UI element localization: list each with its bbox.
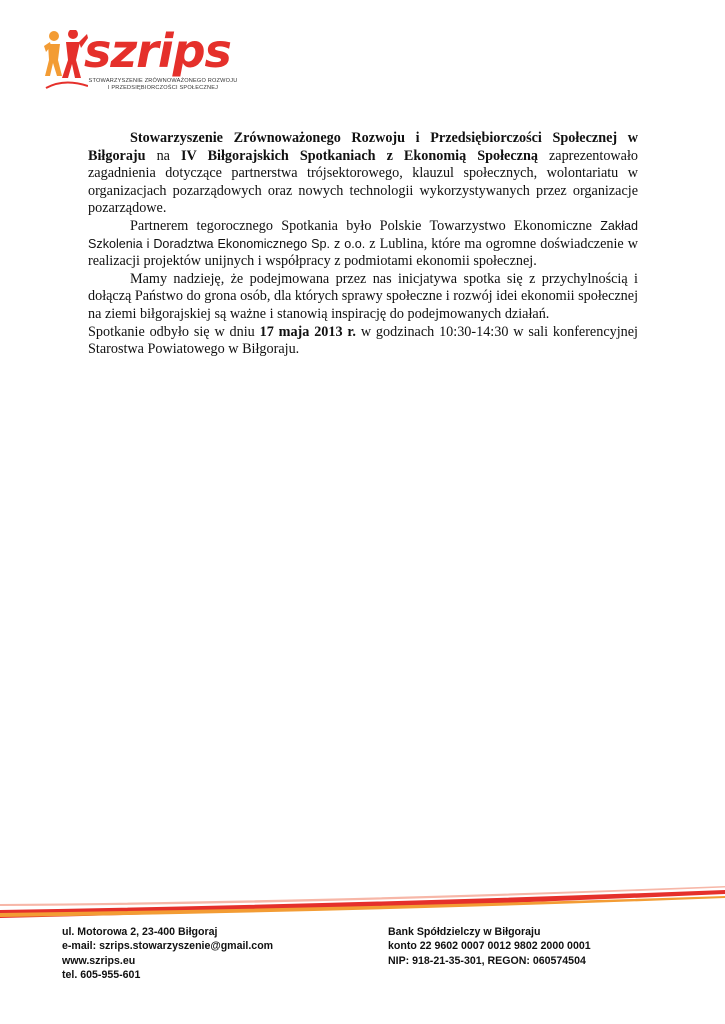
- logo-subtitle-line2: I PRZEDSIĘBIORCZOŚCI SPOŁECZNEJ: [107, 85, 219, 91]
- footer-nip-regon: NIP: 918-21-35-301, REGON: 060574504: [388, 954, 586, 967]
- footer-bank: [388, 925, 591, 968]
- paragraph-3: Mamy nadzieję, że podejmowana przez nas inicjatywa spotka się z przychylnością i dołączą Państwo do grona osób, dla których sprawy społeczne i rozwój idei ekonomii społecznej na ziemi biłgorajskiej są ważne i stanowią inspirację do podejmowanych działań.: [88, 270, 639, 322]
- event-date: 17 maja 2013 r.: [259, 323, 356, 340]
- partner-company-name: Zakład Szkolenia i Doradztwa Ekonomicznego Sp. z o.o.: [88, 218, 638, 251]
- footer-email: e-mail: szrips.stowarzyszenie@gmail.com: [62, 940, 274, 953]
- people-figures-icon: [44, 30, 88, 90]
- footer-account: konto 22 9602 0007 0012 9802 2000 0001: [388, 940, 591, 953]
- p1-text-b: zaprezentowało zagadnienia dotyczące partnerstwa trójsektorowego, klauzul społecznych, wolontariatu w organizacjach pozarządowych oraz nowych technologii wykorzystywanych przez organizacje pozarządowe.: [88, 147, 638, 217]
- logo-subtitle-line1: STOWARZYSZENIE ZRÓWNOWAŻONEGO ROZWOJU: [88, 78, 238, 84]
- footer-website: www.szrips.eu: [62, 954, 136, 967]
- p4-text-b: w godzinach 10:30-14:30 w sali konferencyjnej Starostwa Powiatowego w Biłgoraju.: [88, 323, 638, 358]
- event-name: IV Biłgorajskich Spotkaniach z Ekonomią Społeczną: [181, 147, 538, 164]
- document-body: [88, 130, 638, 359]
- p2-text-a: Partnerem tegorocznego Spotkania było Polskie Towarzystwo Ekonomiczne: [130, 217, 601, 234]
- p2-text-b: z Lublina, które ma ogromne doświadczenie w realizacji projektów unijnych i współpracy z podmiotami ekonomii społecznej.: [88, 235, 638, 270]
- logo-wordmark: szrips: [84, 24, 231, 78]
- footer-phone: tel. 605-955-601: [62, 969, 141, 982]
- footer-swoosh-decoration: [0, 880, 725, 920]
- footer-contact: [62, 925, 273, 983]
- organization-name: Stowarzyszenie Zrównoważonego Rozwoju i Przedsiębiorczości Społecznej w Biłgoraju: [88, 130, 638, 164]
- p1-text-a: na: [145, 147, 182, 164]
- paragraph-4: [88, 324, 638, 359]
- footer-bank-name: Bank Spółdzielczy w Biłgoraju: [388, 926, 541, 938]
- logo-subtitle: [88, 78, 238, 92]
- paragraph-1: [88, 130, 638, 218]
- paragraph-2: [88, 218, 638, 271]
- p4-text-a: Spotkanie odbyło się w dniu: [88, 323, 260, 340]
- logo: [44, 22, 238, 110]
- footer-address: ul. Motorowa 2, 23-400 Biłgoraj: [62, 926, 218, 938]
